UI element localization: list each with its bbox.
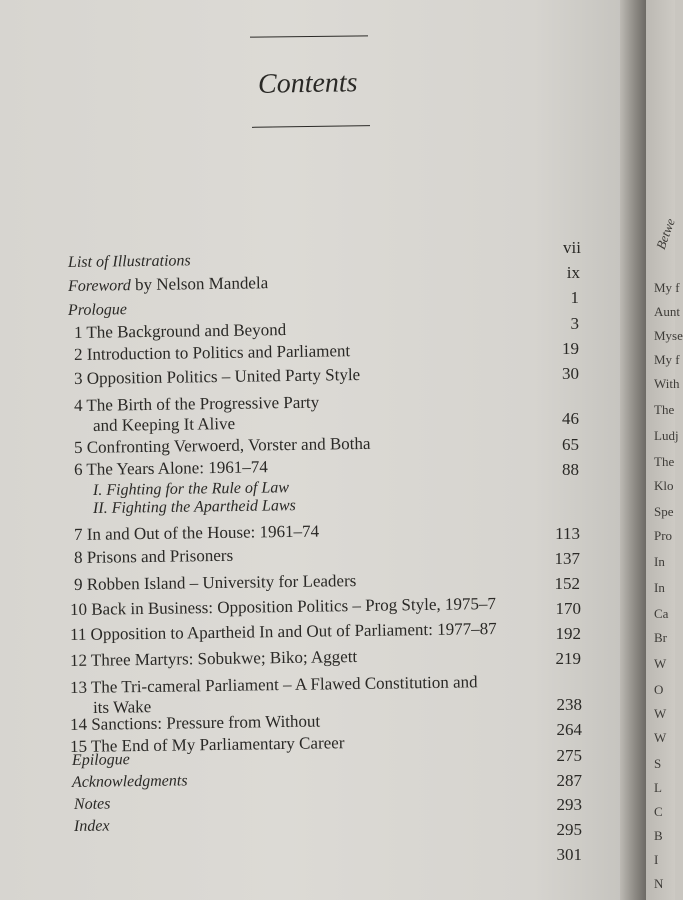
page-number: 301 (556, 845, 582, 864)
facing-text: O (654, 682, 664, 697)
foreword-label: Foreword (67, 277, 131, 295)
facing-text: The (654, 402, 675, 417)
facing-text: C (654, 804, 663, 819)
toc-entry-chapter: 2 Introduction to Politics and Parliament (73, 341, 351, 364)
toc-entry-index: Index (73, 817, 110, 835)
page-number: 65 (562, 435, 579, 454)
facing-text: My f (654, 352, 680, 367)
toc-entry-chapter-continued: its Wake (92, 697, 152, 717)
facing-text: In (654, 580, 665, 595)
toc-entry-prologue: Prologue (67, 301, 128, 319)
page-number: 46 (562, 409, 579, 428)
toc-entry-chapter: 13 The Tri-cameral Parliament – A Flawed Constitution and (69, 672, 478, 697)
foreword-author: by Nelson Mandela (130, 273, 269, 295)
toc-entry-epilogue: Epilogue (71, 751, 130, 769)
facing-text: With (654, 376, 680, 391)
page-number: 238 (556, 695, 582, 714)
facing-text: Klo (654, 478, 674, 493)
facing-page (646, 0, 683, 900)
page-number: 3 (570, 314, 579, 333)
page-number: 113 (555, 524, 580, 543)
page-number: 275 (556, 746, 582, 765)
facing-text: Spe (654, 504, 674, 519)
toc-entry-chapter: 9 Robben Island – University for Leaders (73, 571, 357, 594)
page-number: 293 (556, 795, 582, 814)
page-number: 88 (562, 460, 579, 479)
page-number: ix (566, 263, 580, 282)
toc-entry-chapter: 7 In and Out of the House: 1961–74 (73, 521, 320, 544)
toc-subentry: I. Fighting for the Rule of Law (92, 479, 290, 499)
toc-entry-foreword (68, 273, 268, 296)
facing-text: S (654, 756, 662, 771)
facing-text: W (654, 656, 667, 671)
page-number: vii (563, 238, 581, 257)
page-number: 152 (554, 574, 580, 593)
toc-entry-chapter: 5 Confronting Verwoerd, Vorster and Botha (73, 433, 371, 457)
toc-entry-chapter: 10 Back in Business: Opposition Politics – Prog Style, 1975–7 (69, 594, 497, 619)
page-number: 287 (556, 771, 582, 790)
toc-subentry: II. Fighting the Apartheid Laws (92, 497, 296, 517)
facing-text: N (654, 876, 664, 891)
page-number: 137 (554, 549, 580, 568)
page-number: 19 (562, 339, 579, 358)
facing-text: L (654, 780, 662, 795)
toc-entry-chapter: 6 The Years Alone: 1961–74 (73, 457, 268, 479)
facing-text: Myse (654, 328, 683, 343)
toc-entry-chapter: 8 Prisons and Prisoners (73, 545, 234, 567)
toc-entry-chapter: 1 The Background and Beyond (73, 320, 287, 342)
facing-text: W (654, 730, 667, 745)
facing-text: Ludj (654, 428, 679, 443)
page-number: 1 (570, 288, 579, 307)
facing-text: My f (654, 280, 680, 295)
page-number: 170 (555, 599, 581, 618)
page-number: 295 (556, 820, 582, 839)
page-number: 30 (562, 364, 579, 383)
book-gutter (620, 0, 646, 900)
facing-text: Betwe (652, 216, 678, 252)
toc-entry-chapter: 14 Sanctions: Pressure from Without (69, 711, 321, 734)
toc-entry-notes: Notes (73, 795, 111, 813)
toc-entry-illustrations: List of Illustrations (67, 252, 191, 271)
toc-entry-chapter: 4 The Birth of the Progressive Party (73, 392, 320, 415)
toc-entry-chapter: 11 Opposition to Apartheid In and Out of Parliament: 1977–87 (69, 619, 497, 644)
facing-text: Br (654, 630, 667, 645)
toc-entry-chapter: 3 Opposition Politics – United Party Style (73, 365, 361, 388)
facing-text: W (654, 706, 667, 721)
facing-text: Aunt (654, 304, 680, 319)
facing-text: I (654, 852, 659, 867)
toc-entry-chapter: 15 The End of My Parliamentary Career (69, 733, 345, 756)
page-number: 219 (555, 649, 581, 668)
facing-text: Ca (654, 606, 669, 621)
facing-text: The (654, 454, 675, 469)
facing-text: B (654, 828, 663, 843)
toc-entry-acknowledgments: Acknowledgments (71, 772, 188, 791)
page-number: 264 (556, 720, 582, 739)
facing-text: Pro (654, 528, 673, 543)
toc-entry-chapter-continued: and Keeping It Alive (92, 414, 236, 435)
facing-text: In (654, 554, 665, 569)
page-number: 192 (555, 624, 581, 643)
page-title: Contents (257, 67, 358, 100)
toc-entry-chapter: 12 Three Martyrs: Sobukwe; Biko; Aggett (69, 646, 358, 670)
